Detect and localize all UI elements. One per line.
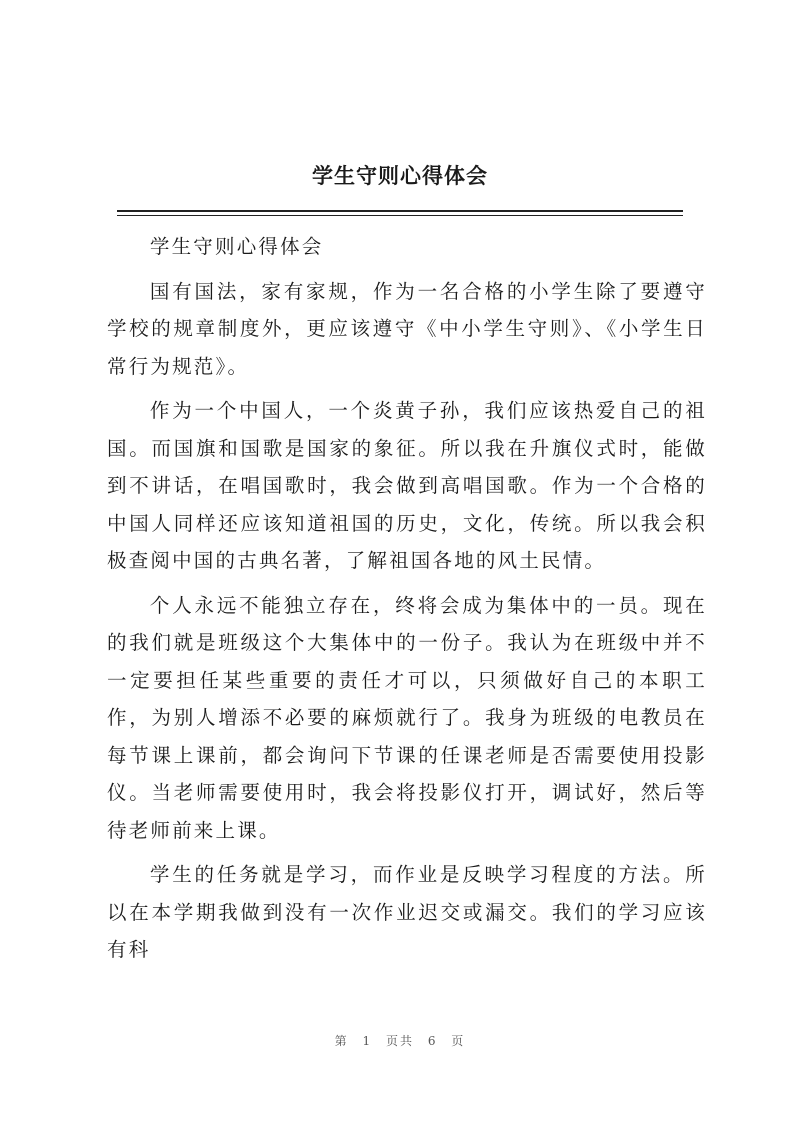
document-title: 学生守则心得体会 [312,164,488,188]
paragraph: 个人永远不能独立存在，终将会成为集体中的一员。现在的我们就是班级这个大集体中的一份子。我认为在班级中并不一定要担任某些重要的责任才可以，只须做好自己的本职工作，为别人增添不必要的麻烦就行了。我身为班级的电教员在每节课上课前，都会询问下节课的任课老师是否需要使用投影仪。当老师需要使用时，我会将投影仪打开，调试好，然后等待老师前来上课。 [107,593,707,842]
footer-suffix: 页 [451,1034,466,1048]
footer-total-pages: 6 [427,1034,438,1048]
footer-page-number: 1 [362,1034,373,1048]
title-rule-thin [117,215,683,216]
title-rule-thick [117,210,683,212]
paragraph: 国有国法，家有家规，作为一名合格的小学生除了要遵守学校的规章制度外，更应该遵守《中小学生守则》、《小学生日常行为规范》。 [107,279,707,378]
page-footer [0,1032,800,1049]
footer-middle: 页共 [385,1034,414,1048]
footer-prefix: 第 [334,1034,349,1048]
paragraph: 作为一个中国人，一个炎黄子孙，我们应该热爱自己的祖国。而国旗和国歌是国家的象征。所以我在升旗仪式时，能做到不讲话，在唱国歌时，我会做到高唱国歌。作为一个合格的中国人同样还应该知道祖国的历史，文化，传统。所以我会积极查阅中国的古典名著，了解祖国各地的风土民情。 [107,399,707,572]
paragraph: 学生的任务就是学习，而作业是反映学习程度的方法。所以在本学期我做到没有一次作业迟交或漏交。我们的学习应该有科 [107,863,707,961]
paragraph-subtitle: 学生守则心得体会 [149,235,324,258]
document-body [107,228,707,976]
